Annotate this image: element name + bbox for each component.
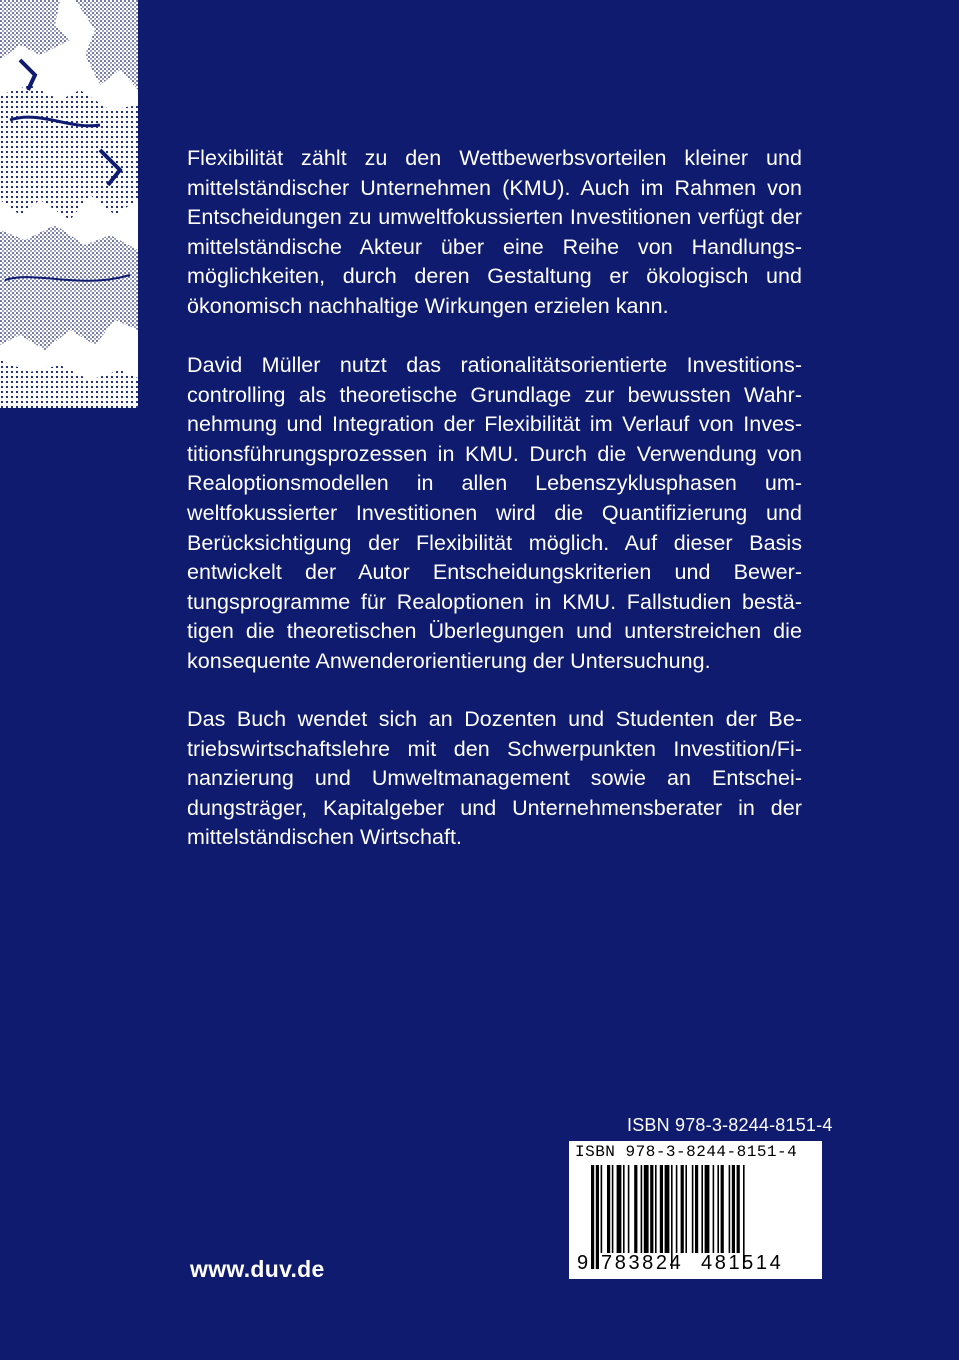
barcode-bar <box>692 1165 694 1253</box>
barcode-bar <box>628 1165 630 1253</box>
website-url: www.duv.de <box>190 1256 325 1282</box>
barcode-bar <box>665 1165 670 1253</box>
barcode-bar <box>713 1165 715 1253</box>
barcode-bar <box>641 1165 643 1253</box>
description-paragraph-1 <box>187 144 802 322</box>
barcode-bar <box>695 1165 698 1253</box>
barcode-first-digit: 9 <box>577 1252 589 1274</box>
globe-map-icon <box>0 0 138 408</box>
barcode <box>569 1141 822 1279</box>
barcode-bar <box>737 1165 740 1253</box>
barcode-bar <box>612 1165 614 1253</box>
barcode-digits-right: 481514 <box>701 1252 784 1274</box>
barcode-bar <box>721 1165 724 1253</box>
barcode-bar <box>596 1165 599 1269</box>
barcode-bar <box>623 1165 625 1253</box>
barcode-bar <box>634 1165 637 1253</box>
barcode-isbn-line: ISBN 978-3-8244-8151-4 <box>575 1143 798 1161</box>
barcode-bar <box>650 1165 653 1253</box>
description-paragraph-2 <box>187 351 802 677</box>
paragraph-text: Das Buch wendet sich an Dozenten und Studenten der Betriebswirtschaftslehre mit den Schwerpunkten Investition/Finanzierung und Umweltmanagement sowie an Entscheidungsträger, Kapitalgeber und Unternehmensberater in der mittelständischen Wirtschaft. <box>187 707 802 850</box>
globe-illustration <box>0 0 138 408</box>
barcode-bar <box>655 1165 657 1253</box>
barcode-bar <box>732 1165 735 1253</box>
paragraph-text: Flexibilität zählt zu den Wettbewerbsvorteilen kleiner und mittelständischer Unternehmen (KMU). Auch im Rahmen von Entscheidungen zu umweltfokussierten Investitionen verfügt der mittelständische Akteur über eine Reihe von Handlungsmöglichkeiten, durch deren Gestaltung er ökologisch und ökonomisch nachhaltige Wirkungen erzielen kann. <box>187 146 802 318</box>
isbn-label: ISBN 978-3-8244-8151-4 <box>627 1115 833 1135</box>
description-paragraph-3 <box>187 705 802 853</box>
barcode-bar <box>676 1165 678 1253</box>
barcode-bar <box>601 1165 603 1253</box>
barcode-bar <box>607 1165 610 1253</box>
barcode-bar <box>729 1165 731 1253</box>
barcode-bar <box>717 1165 719 1253</box>
barcode-bar <box>705 1165 710 1253</box>
paragraph-text: David Müller nutzt das rationalitätsorientierte Investitionscontrolling als theoretische Grundlage zur bewussten Wahrnehmung und Integration der Flexibilität im Verlauf von Investitionsführungsprozessen in KMU. Durch die Verwendung von Realoptionsmodellen in allen Lebenszyklusphasen umweltfokussierter Investitionen wird die Quantifizierung und Berücksichtigung der Flexibilität möglich. Auf dieser Basis entwickelt der Autor Entscheidungskriterien und Bewertungsprogramme für Realoptionen in KMU. Fallstudien bestätigen die theoretischen Überlegungen und unterstreichen die konsequente Anwenderorientierung der Untersuchung. <box>187 353 802 673</box>
barcode-bar <box>660 1165 663 1253</box>
barcode-bar <box>701 1165 703 1253</box>
barcode-bar <box>685 1165 687 1253</box>
barcode-bar <box>644 1165 649 1253</box>
barcode-bar <box>617 1165 622 1253</box>
barcode-digits-left: 783824 <box>601 1252 684 1274</box>
barcode-bar <box>591 1165 594 1269</box>
barcode-bar <box>681 1165 684 1253</box>
